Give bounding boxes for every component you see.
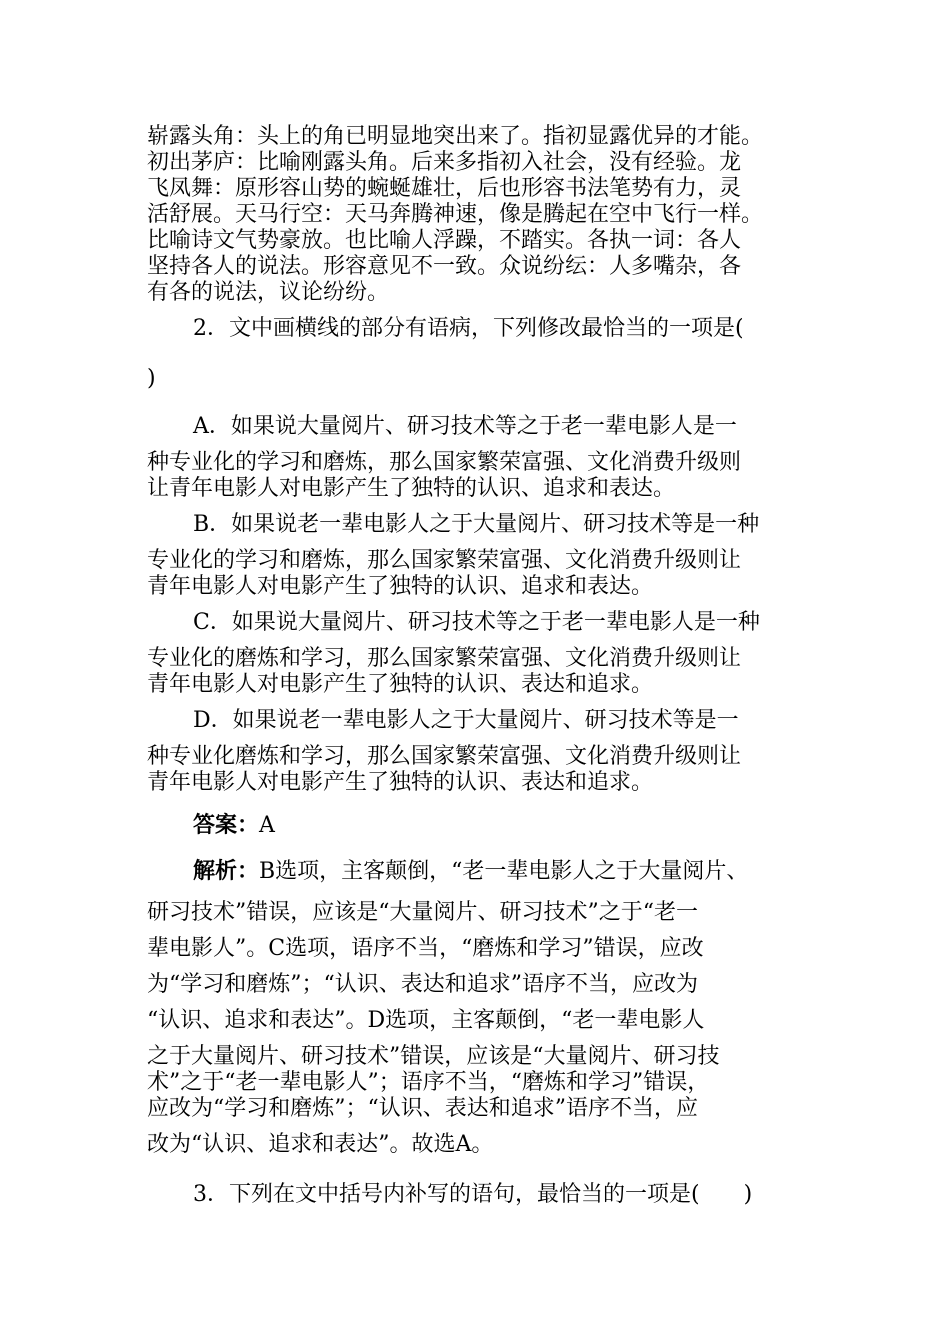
intro-line: 坚持各人的说法。形容意见不一致。众说纷纭：人多嘴杂，各 — [147, 254, 742, 279]
answer-label: 答案： — [193, 812, 260, 838]
analysis-line: 研习技术”错误，应该是“大量阅片、研习技术”之于“老一 — [147, 900, 698, 925]
analysis-line: 应改为“学习和磨炼”；“认识、表达和追求”语序不当，应 — [147, 1096, 698, 1121]
analysis-line: “认识、追求和表达”。D选项，主客颠倒，“老一辈电影人 — [147, 1008, 705, 1033]
option-d-line: 种专业化磨炼和学习，那么国家繁荣富强、文化消费升级则让 — [147, 744, 742, 769]
analysis-label: 解析： — [193, 858, 260, 884]
answer-line — [193, 812, 817, 839]
analysis-line: 术”之于“老一辈电影人”；语序不当，“磨炼和学习”错误， — [147, 1070, 710, 1095]
question-2-stem: 2．文中画横线的部分有语病，下列修改最恰当的一项是( — [193, 316, 744, 341]
option-c-line: C．如果说大量阅片、研习技术等之于老一辈电影人是一种 — [193, 610, 760, 635]
analysis-text: B选项，主客颠倒，“老一辈电影人之于大量阅片、 — [259, 859, 749, 884]
option-a-line: 种专业化的学习和磨炼，那么国家繁荣富强、文化消费升级则 — [147, 450, 742, 475]
intro-line: 活舒展。天马行空：天马奔腾神速，像是腾起在空中飞行一样。 — [147, 202, 764, 227]
option-d-line: 青年电影人对电影产生了独特的认识、表达和追求。 — [147, 770, 654, 795]
analysis-first-line — [193, 858, 817, 885]
analysis-line: 之于大量阅片、研习技术”错误，应该是“大量阅片、研习技 — [147, 1044, 720, 1069]
intro-line: 飞凤舞：原形容山势的蜿蜒雄壮，后也形容书法笔势有力，灵 — [147, 176, 742, 201]
question-3-stem: 3．下列在文中括号内补写的语句，最恰当的一项是( ) — [193, 1182, 753, 1207]
answer-value: A — [259, 813, 275, 838]
question-2-stem-close: ) — [147, 366, 156, 391]
option-a-line: 让青年电影人对电影产生了独特的认识、追求和表达。 — [147, 476, 676, 501]
option-b-line: 青年电影人对电影产生了独特的认识、追求和表达。 — [147, 574, 654, 599]
analysis-line: 辈电影人”。C选项，语序不当，“磨炼和学习”错误，应改 — [147, 936, 704, 961]
intro-line: 有各的说法，议论纷纷。 — [147, 280, 390, 305]
analysis-line: 为“学习和磨炼”；“认识、表达和追求”语序不当，应改为 — [147, 972, 698, 997]
option-a-line: A．如果说大量阅片、研习技术等之于老一辈电影人是一 — [193, 414, 737, 439]
option-b-line: 专业化的学习和磨炼，那么国家繁荣富强、文化消费升级则让 — [147, 548, 742, 573]
analysis-line: 改为“认识、追求和表达”。故选A。 — [147, 1132, 494, 1157]
option-c-line: 专业化的磨炼和学习，那么国家繁荣富强、文化消费升级则让 — [147, 646, 742, 671]
option-c-line: 青年电影人对电影产生了独特的认识、表达和追求。 — [147, 672, 654, 697]
intro-line: 初出茅庐：比喻刚露头角。后来多指初入社会，没有经验。龙 — [147, 150, 742, 175]
option-d-line: D．如果说老一辈电影人之于大量阅片、研习技术等是一 — [193, 708, 739, 733]
option-b-line: B．如果说老一辈电影人之于大量阅片、研习技术等是一种 — [193, 512, 760, 537]
intro-line: 崭露头角：头上的角已明显地突出来了。指初显露优异的才能。 — [147, 124, 764, 149]
intro-line: 比喻诗文气势豪放。也比喻人浮躁，不踏实。各执一词：各人 — [147, 228, 742, 253]
